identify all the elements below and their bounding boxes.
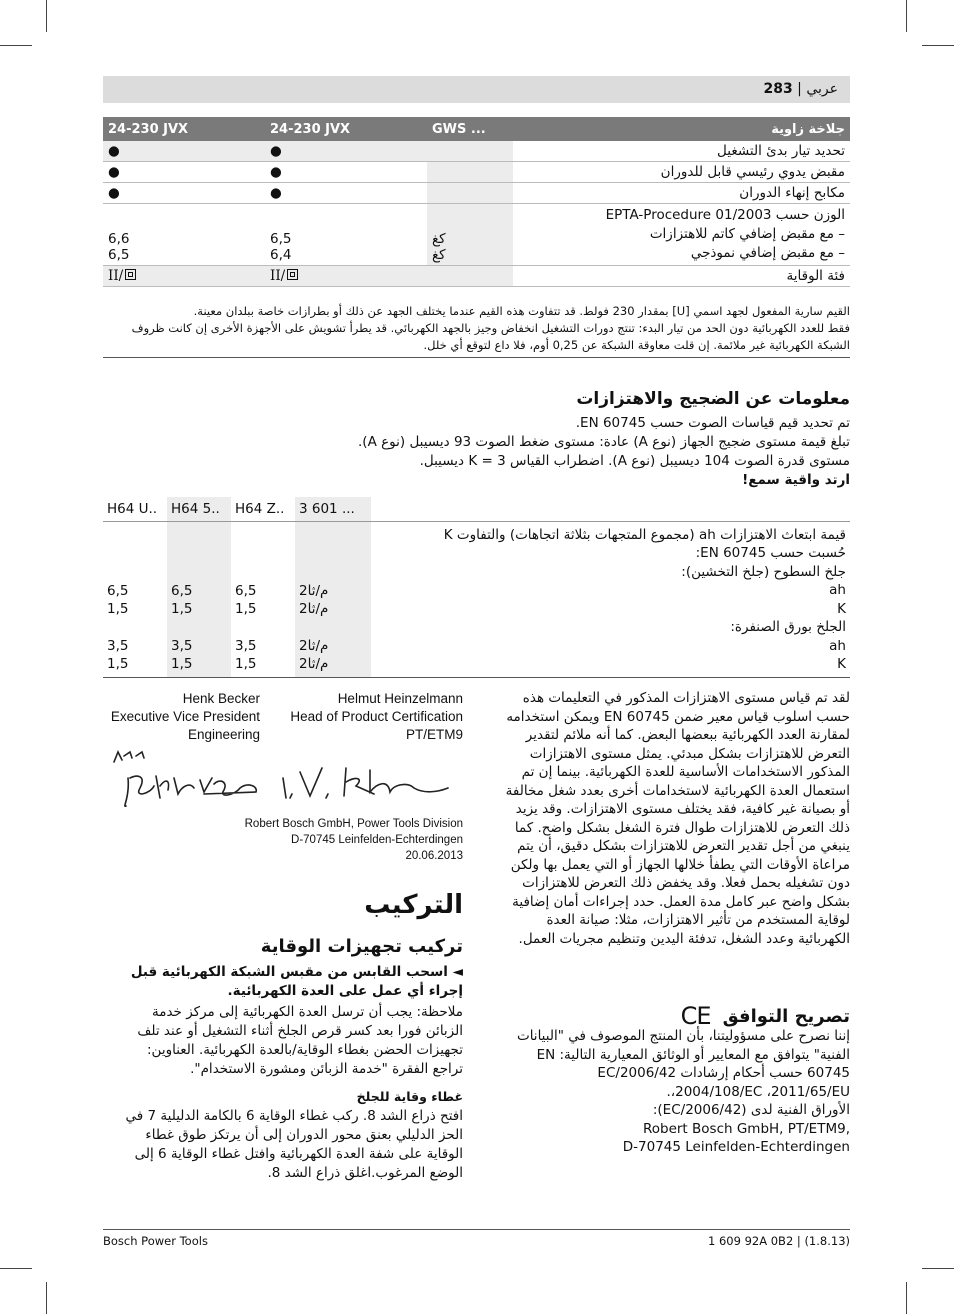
double-insulation-icon <box>125 269 136 280</box>
ce-mark-icon: CE <box>680 1002 711 1030</box>
spec-label-header: جلاخة زاوية <box>513 117 850 141</box>
signer-2: Helmut Heinzelmann Head of Product Certification PT/ETM9 <box>290 691 463 742</box>
table-row: 6,5 1,5 3,5 1,5 6,5 1,5 3,5 1,5 6,5 1,5 3,5 1,5 م/ثا2 م/ثا2 م/ثا2 م/ثا2 قيمة ابتعاث الاهتزازات ah (مجموع المتجهات بثلاثة اتجاهات) والتفاوت K حُسبت حسب EN 60745: جلخ السطوح (جلخ التخشين): ah K الجلخ بورق الصنفرة: ah K <box>103 521 850 678</box>
company-address: Robert Bosch GmbH, Power Tools Division D-70745 Leinfelden-Echterdingen 20.06.2013 <box>244 818 463 862</box>
page-footer <box>103 1229 850 1248</box>
conformity-heading: تصريح التوافق CE <box>680 1002 850 1030</box>
note-text: ملاحظة: يجب أن ترسل العدة الكهربائية إلى مركز خدمة الزبائن فورا بعد كسر قرص الجلخ أثناء التشغيل أو عند تلف تجهيزات الحضن بغطاء الوقاية/بالعدة الكهربائية. العناوين: تراجع الفقرة "خدمة الزبائن ومشورة الاستخدام". <box>137 1004 463 1077</box>
conformity-text: إننا نصرح على مسؤوليتنا، بأن المنتج الموصوف في "البيانات الفنية" يتوافق مع المعايير أو الوثائق المعيارية التالية: EN 60745 حسب أحكام إرشادات 2006/42/EC ،2004/108/EC ،2011/65/EU. الأوراق الفنية لدى (2006/42/EC): Robert Bosch GmbH, PT/ETM9, D-70745 Leinfelden-Echterdingen <box>516 1028 850 1155</box>
crop-mark <box>922 45 954 46</box>
signature-image <box>108 748 453 813</box>
spec-col-2: 24-230 JVX <box>265 117 427 141</box>
table-row: ● ● مكابح إنهاء الدوران <box>103 183 850 204</box>
spec-col-1: 24-230 JVX <box>103 117 265 141</box>
page-header: عربي | 283 <box>103 76 850 103</box>
noise-heading: معلومات عن الضجيج والاهتزازات <box>576 389 850 409</box>
spec-col-3: GWS ... <box>427 117 513 141</box>
guard-heading: غطاء وقاية للجلخ <box>356 1089 463 1104</box>
table-row: ● ● مقبض يدوي رئيسي قابل للدوران <box>103 162 850 183</box>
vibration-paragraph: لقد تم قياس مستوى الاهتزازات المذكور في التعليمات هذه حسب اسلوب قياس معير ضمن EN 60745 ويمكن استخدامه لمقارنة العدد الكهربائية ببعضها البعض. كما أنه ملائم لتقدير التعرض للاهتزازات بشكل مبدئي. يمثل مستوى الاهتزازات المذكور الاستخدامات الأساسية للعدة الكهربائية. بينما إن تم استعمال العدة الكهربائية لاستخدامات أخرى بعدد شغل مخالفة أو بصيانة غير كافية، فقد يختلف مستوى الاهتزازات. وقد يزيد ذلك التعرض للاهتزازات طوال فترة الشغل بشكل واضح. كما ينبغي من أجل تقدير التعرض للاهتزازات بشكل دقيق، أن يتم مراعاة الأوقات التي يطفأ خلالها الجهاز أو التي يعمل بها ولكن دون تشغيله بحمل فعلا. وقد يخفض ذلك التعرض للاهتزازات بشكل واضح عبر كامل مدة العمل. حدد إجراءات أمان إضافية لوقاية المستخدم من تأثير الاهتزازات، مثلا: صيانة العدة الكهربائية وعدد الشغل، تدفئة اليدين وتنظيم مجريات العمل. <box>505 690 850 947</box>
crop-mark <box>0 1268 32 1269</box>
crop-mark <box>0 45 32 46</box>
table-row: II/ II/ فئة الوقاية <box>103 266 850 287</box>
spec-notes: القيم سارية المفعول لجهد اسمي [U] بمقدار 230 فولط. قد تتفاوت هذه القيم عندما يختلف الجهد عن ذلك أو بطرازات خاصة ببلدان معينة. فقط للعدد الكهربائية دون الحد من تيار البدء: تنتج دورات التشغيل انخفاض وجيز بالجهد الكهربائي. قد يطرأ تشويش على الأجهزة الأخرى إن كانت ظروف الشبكة الكهربائية غير ملائمة. إن قلت معاوقة الشبكة عن 0,25 أوم، فلا داع لتوقع أي خلل. <box>103 303 850 358</box>
warning-text: ◄ اسحب القابس من مقبس الشبكة الكهربائية قبل إجراء أي عمل على العدة الكهربائية. <box>130 964 463 999</box>
footer-right: 1 609 92A 0B2 | (1.8.13) <box>708 1234 850 1248</box>
signer-1: Henk Becker Executive Vice President Engineering <box>110 691 260 742</box>
crop-mark <box>46 1282 47 1314</box>
header-lang: عربي <box>806 81 838 97</box>
crop-mark <box>906 1282 907 1314</box>
guard-text: افتح ذراع الشد 8. ركب غطاء الوقاية 6 بالكامة الدليلية 7 في الحز الدليلي بعنق محور الدوران إلى أن يرتكز طوق غطاء الوقاية على شفة العدة الكهربائية وافتل غطاء الوقاية 6 إلى الوضع المرغوب.اغلق ذراع الشد 8. <box>125 1108 463 1181</box>
crop-mark <box>922 1268 954 1269</box>
page-number: 283 <box>763 81 793 97</box>
vibration-table: H64 U.. H64 5.. H64 Z.. 3 601 ... 6,5 1,5 3,5 1,5 6,5 1,5 3,5 1,5 6,5 1,5 3,5 1,5 م/ثا2 م/ثا2 م/ثا2 م/ثا2 قيمة ابتعاث الاهتزازات ah (مجموع المتجهات بثلاثة اتجاهات) والتفاوت K حُسبت حسب EN 60745: جلخ السطوح (جلخ التخشين): ah K الجلخ بورق الصنفرة: ah K <box>103 497 850 678</box>
double-insulation-icon <box>287 269 298 280</box>
crop-mark <box>46 0 47 32</box>
table-row: 6,6 6,5 6,5 6,4 كغ كغ الوزن حسب EPTA-Procedure 01/2003 – مع مقبض إضافي كاتم للاهتزازات – مع مقبض إضافي نموذجي <box>103 204 850 266</box>
spec-table <box>103 117 850 287</box>
assembly-title: التركيب <box>364 890 463 920</box>
noise-text: تم تحديد قيم قياسات الصوت حسب EN 60745. تبلغ قيمة مستوى ضجيج الجهاز (نوع A) عادة: مستوى ضغط الصوت 93 ديسيبل (نوع A). مستوى قدرة الصوت 104 ديسيبل (نوع A). اضطراب القياس K = 3 ديسيبل. ارتد واقية سمع! <box>358 415 850 488</box>
assembly-subheading: تركيب تجهيزات الوقاية <box>260 936 463 957</box>
table-row: ● ● تحديد تيار بدئ التشغيل <box>103 141 850 162</box>
crop-mark <box>906 0 907 32</box>
footer-left: Bosch Power Tools <box>103 1234 208 1248</box>
divider <box>103 677 850 678</box>
